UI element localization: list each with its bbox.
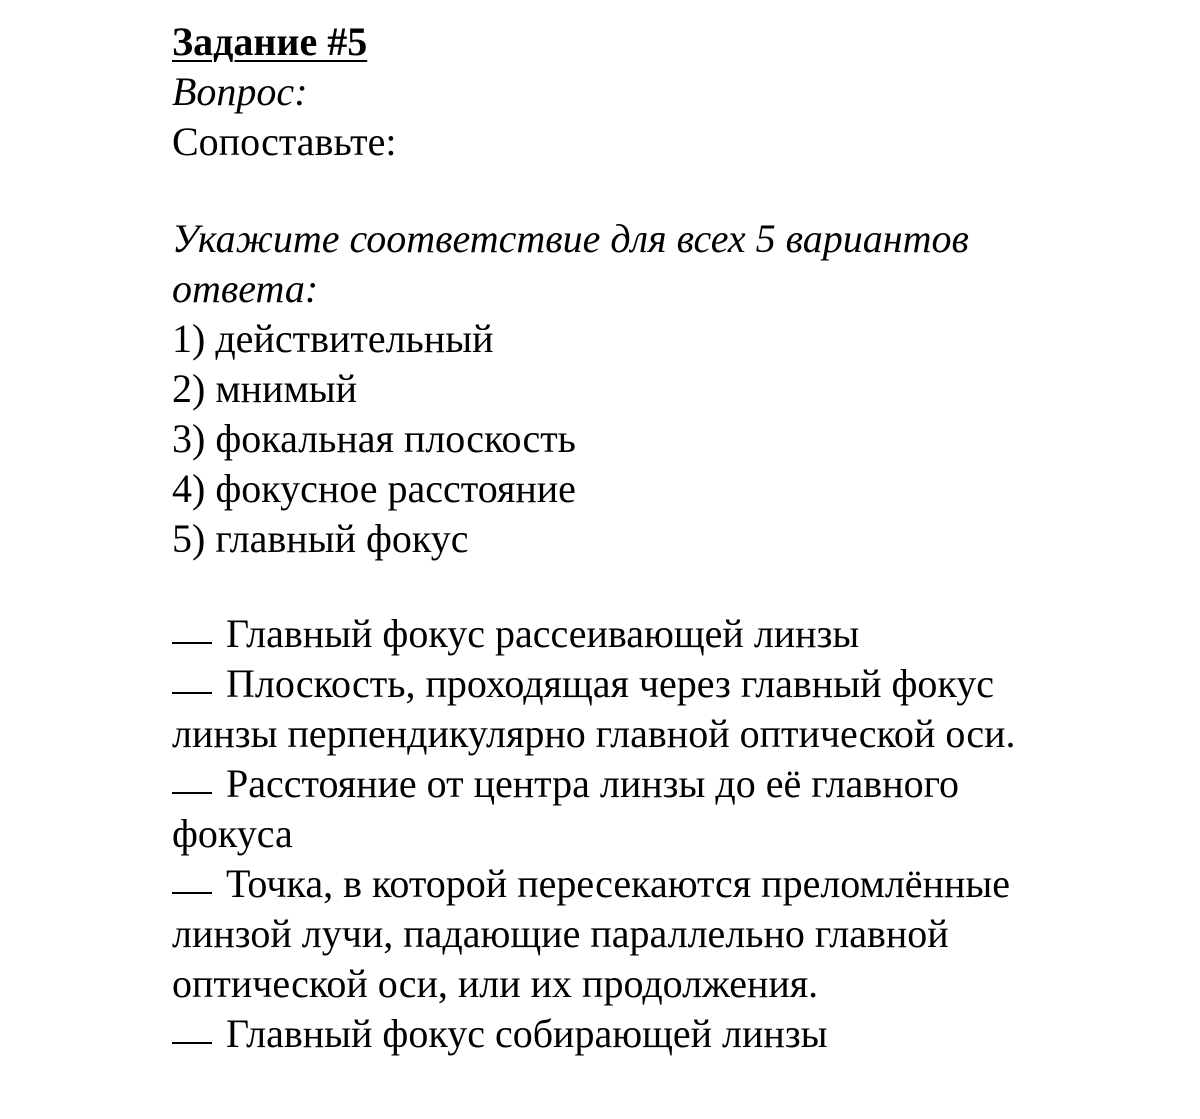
definition-item [172,609,1182,659]
definition-text: линзой лучи, падающие параллельно главной [172,911,949,956]
spacer [172,564,1182,609]
option-item: 5) главный фокус [172,516,469,561]
definition-text: Плоскость, проходящая через главный фокус [226,661,995,706]
answer-blank[interactable] [172,759,212,794]
option-item: 1) действительный [172,316,494,361]
document-page [172,17,1182,1059]
definition-text: Расстояние от центра линзы до её главного [226,761,960,806]
task-title: Задание #5 [172,19,368,64]
spacer [172,167,1182,214]
instructions-line-2: ответа: [172,266,319,311]
definition-text: Главный фокус собирающей линзы [226,1011,828,1056]
answer-blank[interactable] [172,1009,212,1044]
definition-text: Главный фокус рассеивающей линзы [226,611,860,656]
option-item: 4) фокусное расстояние [172,466,576,511]
option-item: 2) мнимый [172,366,358,411]
options-list [172,314,1182,564]
definition-text: линзы перпендикулярно главной оптической оси. [172,711,1016,756]
question-text: Сопоставьте: [172,119,397,164]
definition-text: оптической оси, или их продолжения. [172,961,819,1006]
answer-blank[interactable] [172,609,212,644]
answer-blank[interactable] [172,659,212,694]
definition-item [172,859,1182,1009]
question-label: Вопрос: [172,69,308,114]
definitions-list [172,609,1182,1059]
option-item: 3) фокальная плоскость [172,416,576,461]
definition-item [172,659,1182,759]
definition-item [172,759,1182,859]
definition-text: фокуса [172,811,293,856]
answer-blank[interactable] [172,859,212,894]
definition-text: Точка, в которой пересекаются преломлённые [226,861,1011,906]
instructions-line-1: Укажите соответствие для всех 5 вариантов [172,216,969,261]
definition-item [172,1009,1182,1059]
